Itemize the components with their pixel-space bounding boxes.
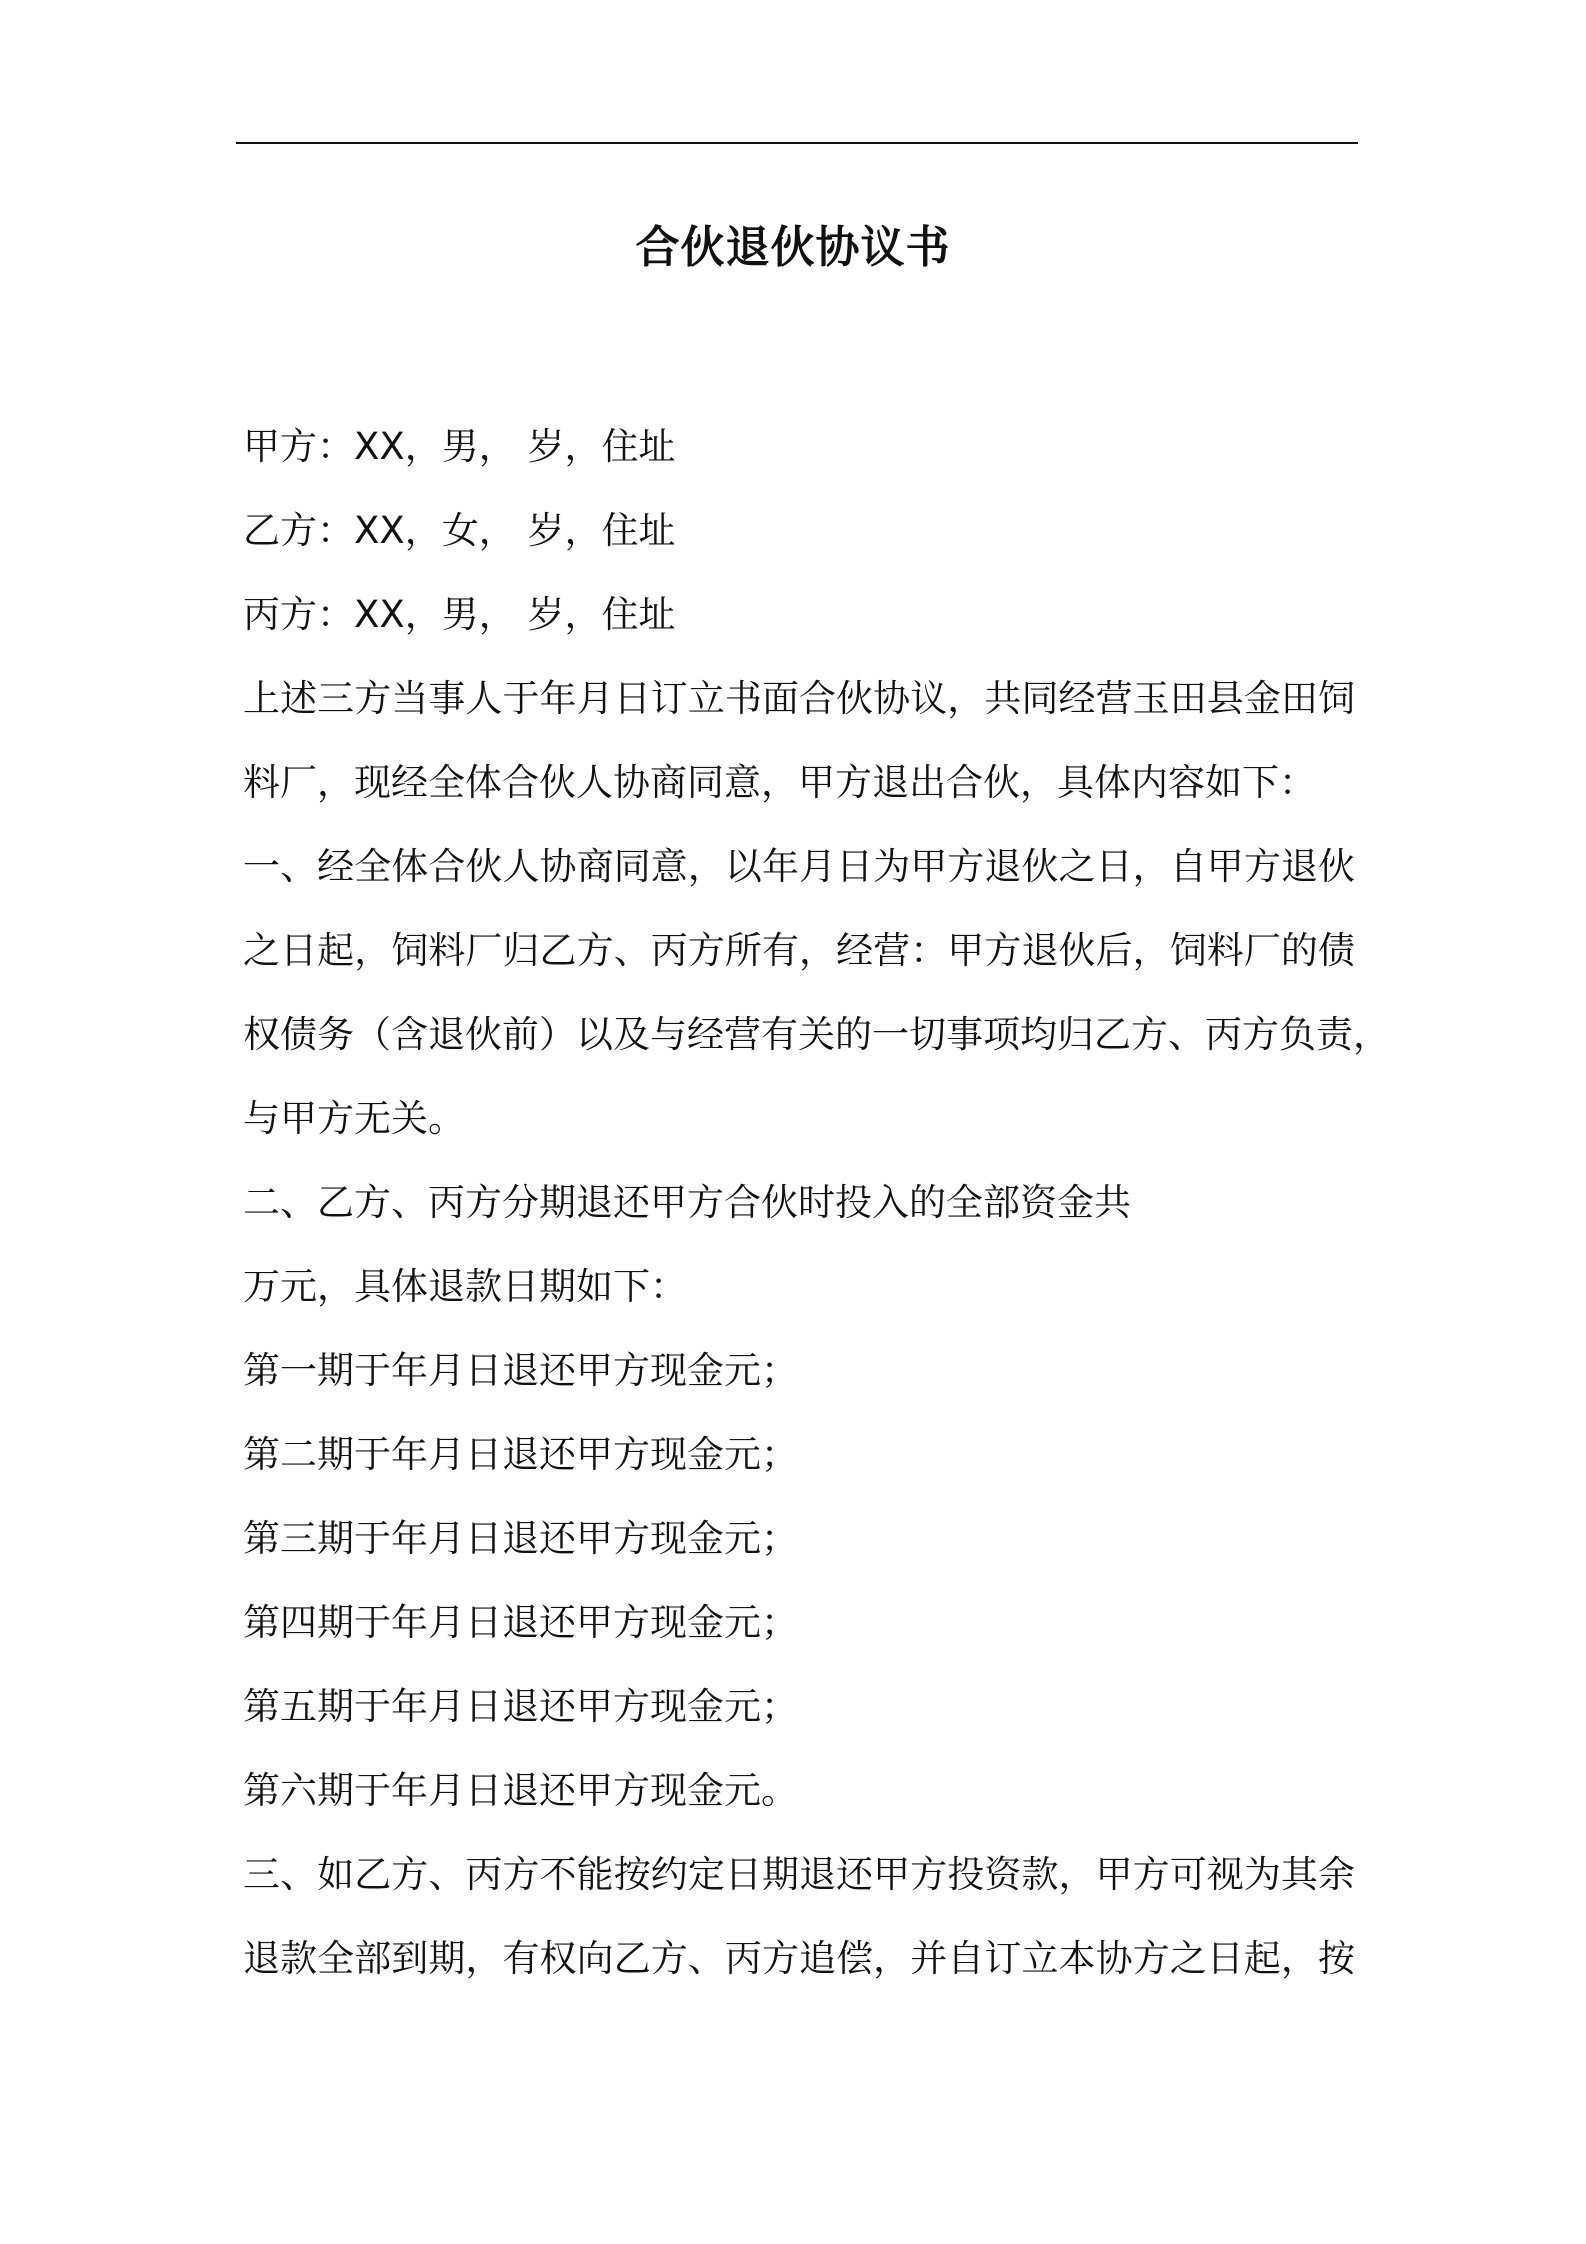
body-line: 退款全部到期，有权向乙方、丙方追偿，并自订立本协方之日起，按: [243, 1937, 1355, 1980]
body-line: 料厂，现经全体合伙人协商同意，甲方退出合伙，具体内容如下：: [243, 761, 1316, 804]
body-line: 第四期于年月日退还甲方现金元；: [243, 1601, 798, 1644]
body-line: 第三期于年月日退还甲方现金元；: [243, 1517, 798, 1560]
body-line: 一、经全体合伙人协商同意，以年月日为甲方退伙之日，自甲方退伙: [243, 845, 1355, 888]
body-line: 权债务（含退伙前）以及与经营有关的一切事项均归乙方、丙方负责，: [243, 1013, 1390, 1056]
body-line: 二、乙方、丙方分期退还甲方合伙时投入的全部资金共: [243, 1181, 1131, 1224]
body-line: 第二期于年月日退还甲方现金元；: [243, 1433, 798, 1476]
body-line: 三、如乙方、丙方不能按约定日期退还甲方投资款，甲方可视为其余: [243, 1853, 1355, 1896]
body-line: 丙方：XX，男， 岁，住址: [243, 593, 676, 636]
document-body: [243, 405, 1390, 2001]
body-line: 甲方：XX，男， 岁，住址: [243, 425, 676, 468]
body-line: 万元，具体退款日期如下：: [243, 1265, 687, 1308]
header-rule: [236, 142, 1358, 144]
body-line: 第五期于年月日退还甲方现金元；: [243, 1685, 798, 1728]
body-line: 上述三方当事人于年月日订立书面合伙协议，共同经营玉田县金田饲: [243, 677, 1355, 720]
body-line: 之日起，饲料厂归乙方、丙方所有，经营：甲方退伙后，饲料厂的债: [243, 929, 1355, 972]
body-line: 乙方：XX，女， 岁，住址: [243, 509, 676, 552]
body-line: 第一期于年月日退还甲方现金元；: [243, 1349, 798, 1392]
body-line: 第六期于年月日退还甲方现金元。: [243, 1769, 798, 1812]
document-title: 合伙退伙协议书: [635, 222, 951, 273]
body-line: 与甲方无关。: [243, 1097, 465, 1140]
